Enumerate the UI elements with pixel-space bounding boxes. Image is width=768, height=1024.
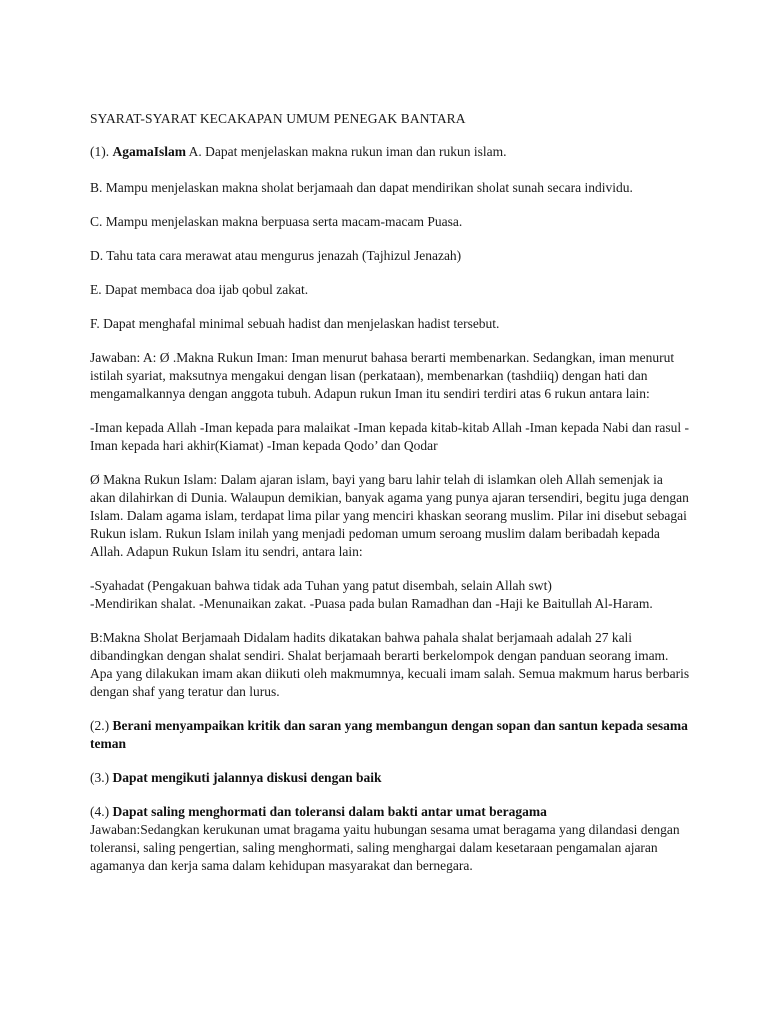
islam-list-line-1: -Syahadat (Pengakuan bahwa tidak ada Tuhan yang patut disembah, selain Allah swt) [90,578,552,593]
item-3-text: Dapat mengikuti jalannya diskusi dengan baik [112,770,382,785]
document-body [90,110,690,891]
item-2-text: Berani menyampaikan kritik dan saran yang membangun dengan sopan dan santun kepada sesama teman [90,718,688,751]
iman-list: -Iman kepada Allah -Iman kepada para malaikat -Iman kepada kitab-kitab Allah -Iman kepada Nabi dan rasul -Iman kepada hari akhir(Kiamat) -Iman kepada Qodo’ dan Qodar [90,420,689,453]
rukun-islam-paragraph: Ø Makna Rukun Islam: Dalam ajaran islam, bayi yang baru lahir telah di islamkan oleh Allah semenjak ia akan dilahirkan di Dunia. Walaupun demikian, banyak agama yang punya ajaran tersendiri, begitu juga dengan Islam. Dalam agama islam, terdapat lima pilar yang menciri khaskan seorang muslim. Pilar ini disebut sebagai Rukun islam. Rukun Islam inilah yang menjadi pedoman umum seroang muslim dalam beribadah kepada Allah. Adapun Rukun Islam itu sendri, antara lain: [90,472,689,559]
item-f: F. Dapat menghafal minimal sebuah hadist dan menjelaskan hadist tersebut. [90,316,500,331]
item-1 [90,143,690,161]
item-3-number: (3.) [90,770,110,785]
item-4 [90,803,690,821]
item-b: B. Mampu menjelaskan makna sholat berjamaah dan dapat mendirikan sholat sunah secara individu. [90,180,633,195]
item-1-number: (1). [90,144,110,159]
item-4-text: Dapat saling menghormati dan toleransi dalam bakti antar umat beragama [112,804,547,819]
item-2-number: (2.) [90,718,110,733]
item-1-text: A. Dapat menjelaskan makna rukun iman dan rukun islam. [186,144,507,159]
item-1-heading: AgamaIslam [112,144,186,159]
jawaban-4-paragraph: Jawaban:Sedangkan kerukunan umat bragama yaitu hubungan sesama umat beragama yang dilandasi dengan toleransi, saling pengertian, saling menghormati, saling menghargai dalam kesetaraan pengamalan ajaran agamanya dan kerja sama dalam kehidupan masyarakat dan bernegara. [90,822,680,873]
item-c: C. Mampu menjelaskan makna berpuasa serta macam-macam Puasa. [90,214,463,229]
item-e: E. Dapat membaca doa ijab qobul zakat. [90,282,309,297]
item-3 [90,769,690,787]
document-title: SYARAT-SYARAT KECAKAPAN UMUM PENEGAK BANTARA [90,111,466,126]
jawaban-a-paragraph: Jawaban: A: Ø .Makna Rukun Iman: Iman menurut bahasa berarti membenarkan. Sedangkan, iman menurut istilah syariat, maksutnya mengakui dengan lisan (perkataan), membenarkan (tashdiiq) dengan hati dan mengamalkannya dengan anggota tubuh. Adapun rukun Iman itu sendiri terdiri atas 6 rukun antara lain: [90,350,675,401]
item-2 [90,717,690,753]
item-d: D. Tahu tata cara merawat atau mengurus jenazah (Tajhizul Jenazah) [90,248,462,263]
sholat-berjamaah-paragraph: B:Makna Sholat Berjamaah Didalam hadits dikatakan bahwa pahala shalat berjamaah adalah 27 kali dibandingkan dengan shalat sendiri. Shalat berjamaah berarti berkelompok dengan panduan seorang imam. Apa yang dilakukan imam akan diikuti oleh makmumnya, kecuali imam salah. Semua makmum harus berbaris dengan shaf yang teratur dan lurus. [90,630,690,699]
item-4-number: (4.) [90,804,110,819]
islam-list-line-2: -Mendirikan shalat. -Menunaikan zakat. -Puasa pada bulan Ramadhan dan -Haji ke Baitullah Al-Haram. [90,596,653,611]
